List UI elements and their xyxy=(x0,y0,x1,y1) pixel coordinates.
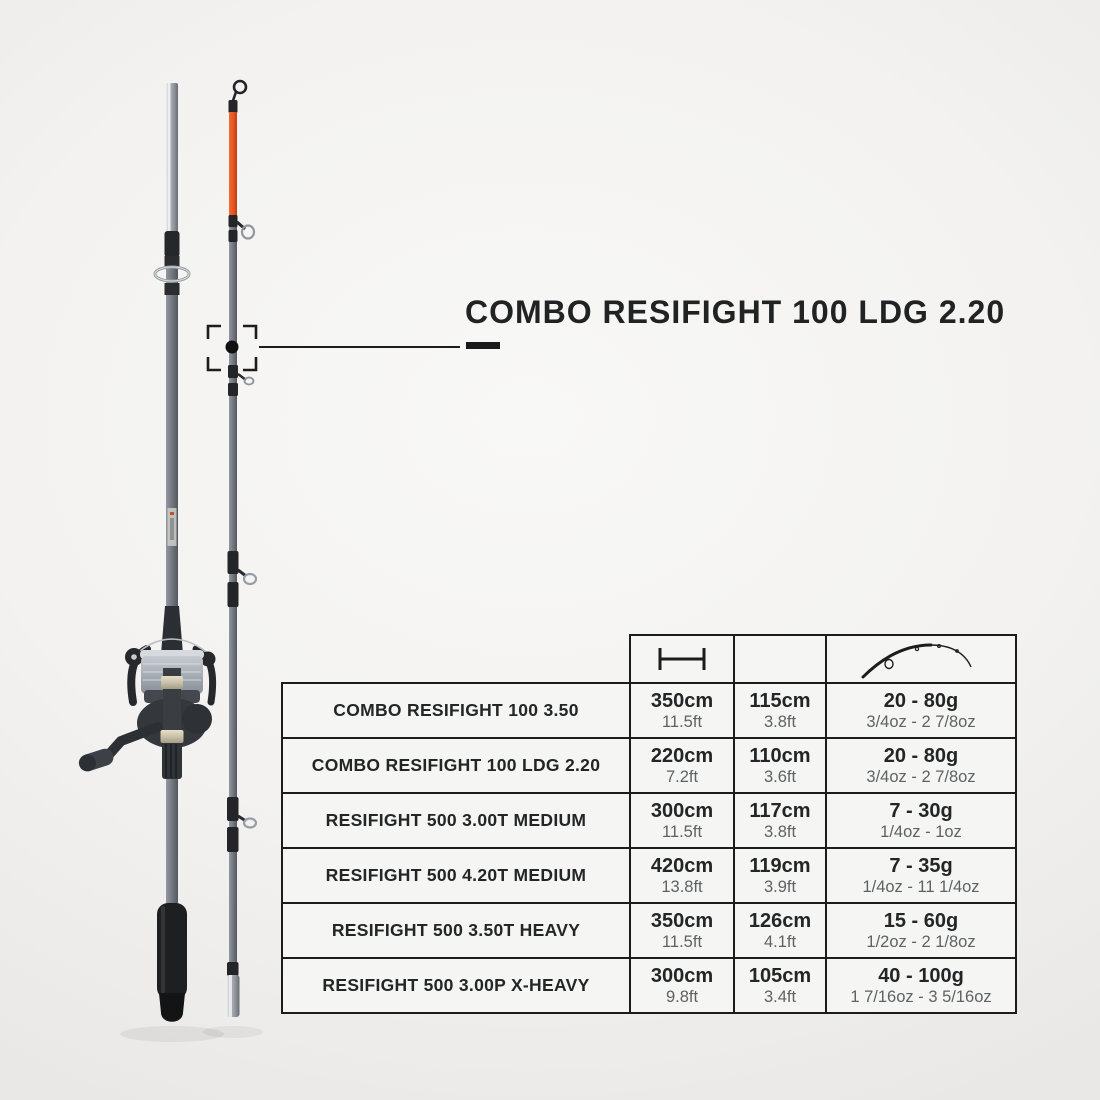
imperial-value: 3.4ft xyxy=(763,987,797,1006)
imperial-value: 13.8ft xyxy=(661,877,703,896)
bracket-corner xyxy=(208,326,221,339)
orange-tip-blank xyxy=(229,112,237,218)
product-name: RESIFIGHT 500 4.20T MEDIUM xyxy=(283,849,629,902)
imperial-value: 3.6ft xyxy=(763,767,797,786)
product-name: RESIFIGHT 500 3.00P X-HEAVY xyxy=(283,959,629,1012)
length-cell xyxy=(631,959,733,1012)
metric-value: 40 - 100g xyxy=(878,964,964,987)
imperial-value: 3/4oz - 2 7/8oz xyxy=(866,712,976,731)
line-guide xyxy=(244,574,256,584)
header-length-cell xyxy=(631,636,733,682)
line-guide xyxy=(242,226,254,239)
casting-weight-cell xyxy=(827,739,1015,792)
callout-marker xyxy=(208,326,460,370)
metric-value: 350cm xyxy=(650,909,714,932)
length-cell xyxy=(631,904,733,957)
chrome-tip-section xyxy=(166,83,178,233)
butt-cap xyxy=(159,993,185,1022)
metric-value: 20 - 80g xyxy=(883,744,959,767)
transport-length-cell xyxy=(735,959,825,1012)
title-underline xyxy=(466,342,500,349)
length-cell xyxy=(631,739,733,792)
transport-length-cell xyxy=(735,684,825,737)
product-name: RESIFIGHT 500 3.00T MEDIUM xyxy=(283,794,629,847)
imperial-value: 11.5ft xyxy=(661,932,703,951)
product-name: RESIFIGHT 500 3.50T HEAVY xyxy=(283,904,629,957)
metric-value: 117cm xyxy=(749,799,811,822)
transport-length-cell xyxy=(735,739,825,792)
bracket-corner xyxy=(243,357,256,370)
metric-value: 115cm xyxy=(749,689,811,712)
metric-value: 119cm xyxy=(749,854,811,877)
transport-length-cell xyxy=(735,794,825,847)
tip-top-guide xyxy=(234,81,246,93)
seat-ring-lower xyxy=(161,730,184,743)
metric-value: 126cm xyxy=(748,909,812,932)
rod-collar xyxy=(165,231,180,257)
header-casting-cell xyxy=(827,636,1015,682)
rod-tip-section xyxy=(227,81,257,1017)
metric-value: 15 - 60g xyxy=(883,909,959,932)
casting-weight-cell xyxy=(827,849,1015,902)
metric-value: 20 - 80g xyxy=(883,689,959,712)
main-rod xyxy=(77,83,216,1022)
metric-value: 300cm xyxy=(650,964,714,987)
imperial-value: 1/4oz - 11 1/4oz xyxy=(862,877,980,896)
line-guide xyxy=(245,378,254,385)
rod-length-icon xyxy=(653,645,711,673)
transport-length-cell xyxy=(735,904,825,957)
line-guide xyxy=(244,819,256,828)
ferrule-chrome-butt xyxy=(227,975,240,1017)
tip-shadow xyxy=(203,1026,263,1038)
imperial-value: 3/4oz - 2 7/8oz xyxy=(866,767,976,786)
imperial-value: 3.8ft xyxy=(763,822,797,841)
imperial-value: 3.8ft xyxy=(763,712,797,731)
product-name: COMBO RESIFIGHT 100 3.50 xyxy=(283,684,629,737)
length-cell xyxy=(631,684,733,737)
metric-value: 105cm xyxy=(748,964,812,987)
imperial-value: 3.9ft xyxy=(763,877,797,896)
imperial-value: 1/4oz - 1oz xyxy=(880,822,962,841)
bracket-corner xyxy=(208,357,221,370)
spinning-reel xyxy=(77,639,216,774)
bracket-corner xyxy=(243,326,256,339)
casting-weight-cell xyxy=(827,794,1015,847)
imperial-value: 11.5ft xyxy=(661,822,703,841)
metric-value: 420cm xyxy=(650,854,714,877)
length-cell xyxy=(631,849,733,902)
reel-handle-arm xyxy=(105,727,158,759)
seat-ring-upper xyxy=(161,676,183,689)
casting-weight-cell xyxy=(827,684,1015,737)
imperial-value: 7.2ft xyxy=(665,767,699,786)
metric-value: 350cm xyxy=(650,689,714,712)
metric-value: 110cm xyxy=(749,744,811,767)
header-blank-cell xyxy=(735,636,825,682)
casting-weight-cell xyxy=(827,904,1015,957)
length-cell xyxy=(631,794,733,847)
transport-length-cell xyxy=(735,849,825,902)
imperial-value: 1 7/16oz - 3 5/16oz xyxy=(850,987,992,1006)
imperial-value: 9.8ft xyxy=(665,987,699,1006)
metric-value: 220cm xyxy=(650,744,714,767)
imperial-value: 4.1ft xyxy=(763,932,797,951)
locking-nut xyxy=(162,743,182,779)
product-name: COMBO RESIFIGHT 100 LDG 2.20 xyxy=(283,739,629,792)
metric-value: 7 - 30g xyxy=(889,799,953,822)
spec-table-header xyxy=(629,634,1017,682)
metric-value: 7 - 35g xyxy=(889,854,953,877)
spec-table-body xyxy=(281,682,1017,1014)
metric-value: 300cm xyxy=(650,799,714,822)
imperial-value: 11.5ft xyxy=(661,712,703,731)
callout-dot xyxy=(226,341,239,354)
page-title: COMBO RESIFIGHT 100 LDG 2.20 xyxy=(465,294,1006,330)
casting-weight-rod-icon xyxy=(855,639,987,679)
imperial-value: 1/2oz - 2 1/8oz xyxy=(866,932,976,951)
casting-weight-cell xyxy=(827,959,1015,1012)
